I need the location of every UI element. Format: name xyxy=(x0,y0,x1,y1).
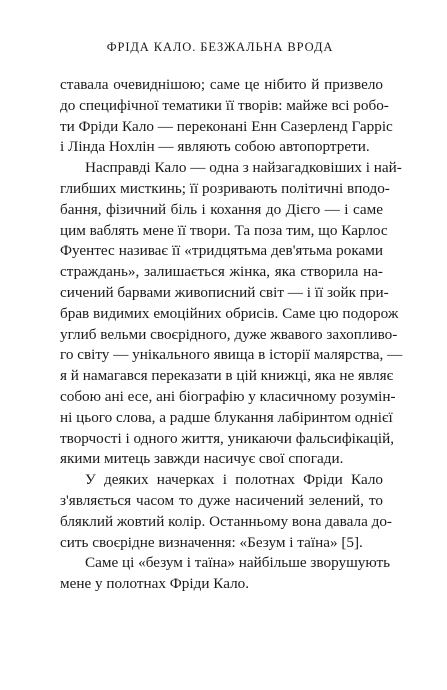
text-line: собою ані есе, ані біографію у класичному розумін- xyxy=(60,387,396,405)
text-line: до специфічної тематики її творів: майже всі робо- xyxy=(60,96,389,114)
text-line: глибших мисткинь; її розривають політичні вподо- xyxy=(60,179,390,197)
text-line: Фуентес називає її «тридцятьма дев'ятьма роками xyxy=(60,242,383,260)
text-line: творчості і одного життя, уникаючи фальсифікацій, xyxy=(60,429,395,447)
text-line: брав видимих емоційних обрисів. Саме цю подорож xyxy=(60,304,399,322)
text-line: У деяких начерках і полотнах Фріди Кало xyxy=(85,471,383,489)
text-line: я й намагався переказати в цій книжці, яка не являє xyxy=(60,367,394,385)
text-line: сичений барвами живописний світ — і її зойк при- xyxy=(60,283,389,301)
text-line: і Лінда Нохлін — являють собою автопортрети. xyxy=(60,138,370,156)
text-line: бляклий жовтий колір. Останньому вона давала до- xyxy=(60,512,392,530)
text-line: го світу — унікального явища в історії малярства, — xyxy=(60,346,403,364)
text-line: якими митець завжди насичує свої спогади. xyxy=(60,450,344,468)
text-line: Саме ці «безум і таїна» найбільше зворушують xyxy=(85,554,391,572)
text-line: углиб вельми своєрідного, дуже жвавого захопливо- xyxy=(60,325,398,343)
text-line: мене у полотнах Фріди Кало. xyxy=(60,575,250,593)
paragraph xyxy=(60,75,393,158)
text-line: бання, фізичний біль і кохання до Дієго — і саме xyxy=(60,200,383,218)
body-text xyxy=(60,75,403,595)
text-line: ні цього слова, а радше блукання лабіринтом однієї xyxy=(60,408,393,426)
text-line: цим ваблять мене її твори. Та поза тим, що Карлос xyxy=(60,221,388,239)
text-line: ставала очевиднішою; саме це нібито й призвело xyxy=(60,76,383,93)
paragraph xyxy=(60,470,392,553)
text-line: ти Фріди Кало — переконані Енн Сазерленд Гарріс xyxy=(60,117,393,135)
paragraph xyxy=(60,158,403,470)
text-line: сить своєрідне визначення: «Безум і таїна» [5]. xyxy=(60,533,363,551)
text-line: з'являється часом то дуже насичений зелений, то xyxy=(60,491,383,509)
running-head: ФРІДА КАЛО. БЕЗЖАЛЬНА ВРОДА xyxy=(106,40,334,54)
text-line: страждань», залишається жінка, яка створила на- xyxy=(60,263,383,281)
text-line: Насправді Кало — одна з найзагадковіших і най- xyxy=(85,159,402,177)
paragraph xyxy=(60,553,391,595)
